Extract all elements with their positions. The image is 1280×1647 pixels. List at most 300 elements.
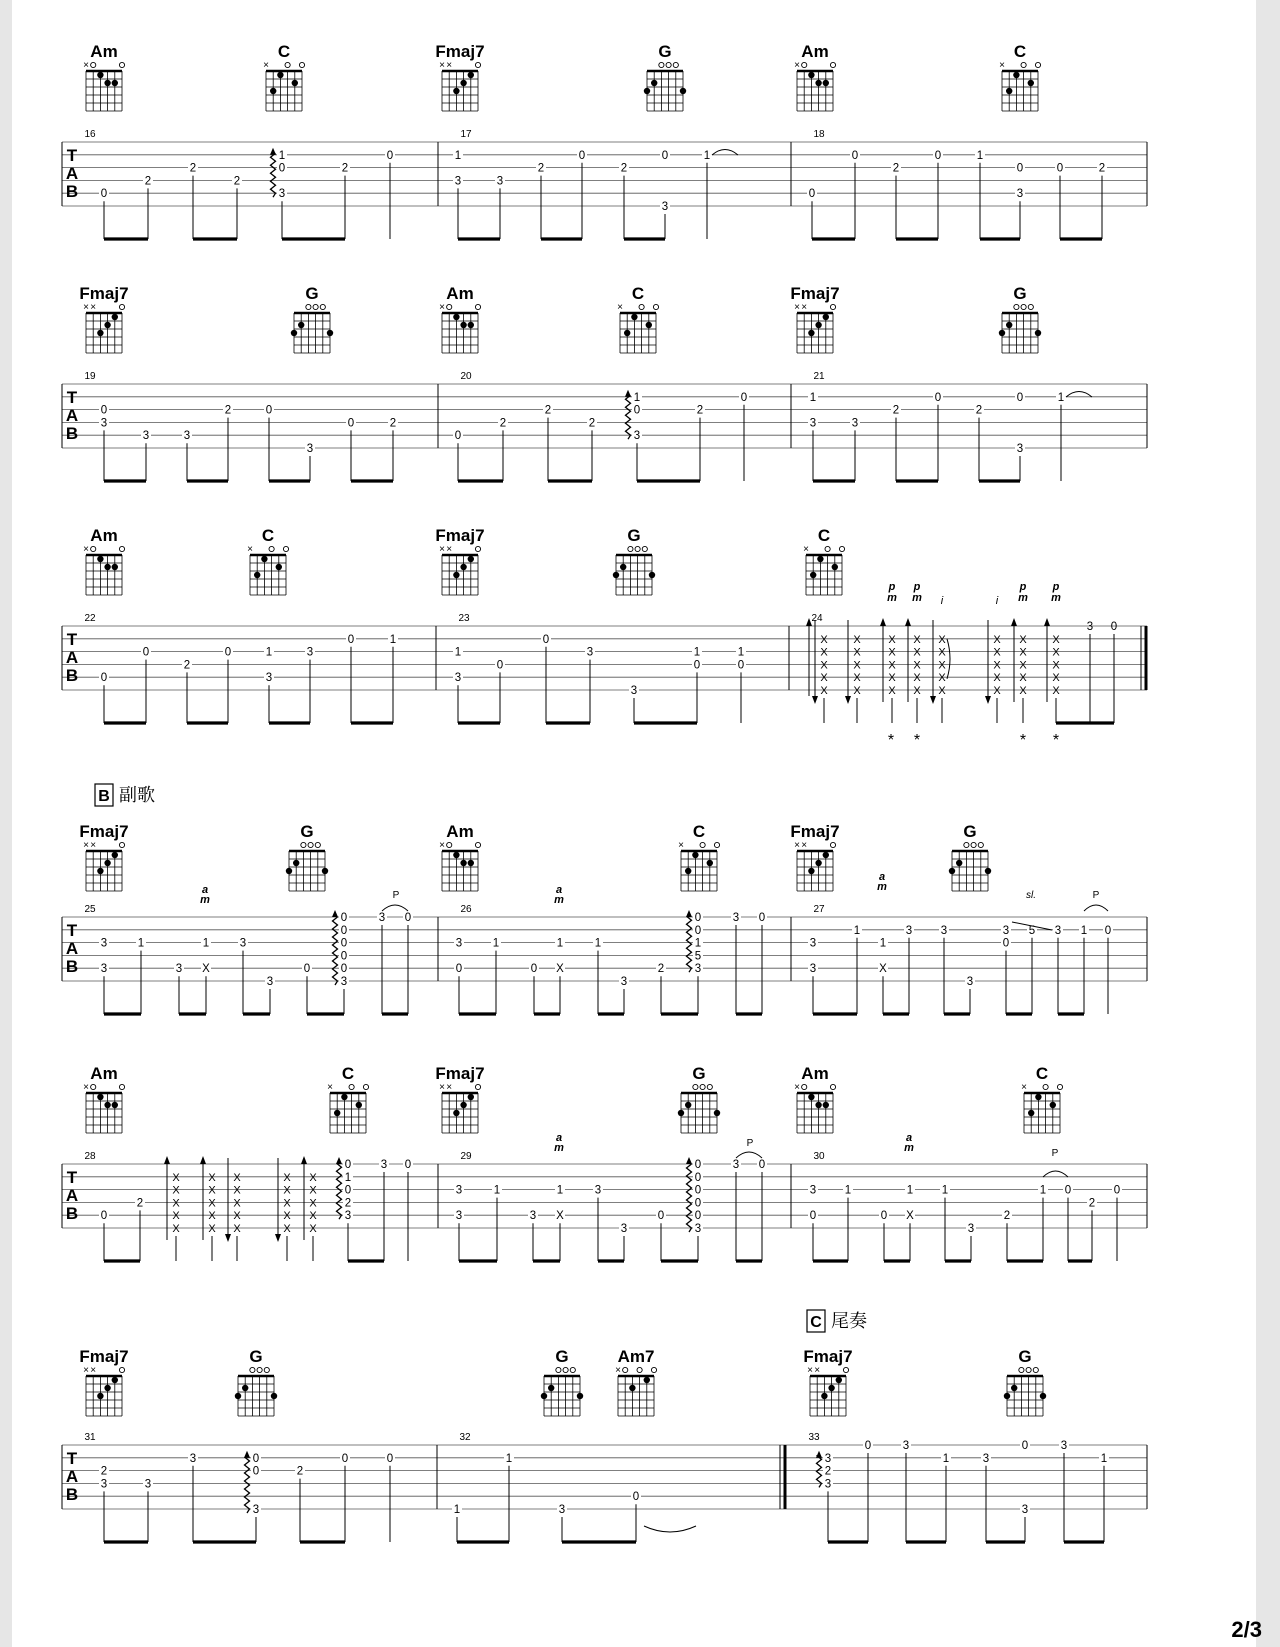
fret-number: 1 (844, 1184, 852, 1197)
dead-note-x: X (1019, 685, 1027, 697)
fret-number: 2 (537, 162, 545, 175)
dead-note-x: X (888, 672, 896, 685)
tie-curve (1066, 392, 1092, 398)
tie-curve (644, 1526, 696, 1532)
chord-open-mark (639, 304, 644, 309)
fret-number: 3 (496, 175, 504, 188)
fret-number: 2 (975, 404, 983, 417)
fret-number: 3 (694, 1223, 702, 1235)
fret-number: 0 (851, 149, 859, 162)
pulloff-mark: P (1092, 890, 1100, 901)
chord-diagram (797, 62, 836, 111)
slur-curve (736, 1152, 762, 1158)
chord-name: C (277, 42, 291, 61)
chord-finger-dot (613, 572, 619, 578)
fret-number: 1 (737, 646, 745, 659)
arpeggio-squiggle (271, 153, 276, 197)
chord-open-mark (978, 842, 983, 847)
fret-number: 1 (809, 391, 817, 404)
arpeggio-arrow (625, 390, 631, 397)
dead-note-x: X (208, 1171, 216, 1184)
slur-curve (382, 905, 408, 911)
chord-diagram (681, 842, 720, 891)
fret-number: 2 (341, 162, 349, 175)
fret-number: 0 (880, 1210, 888, 1223)
fret-number: 1 (594, 937, 602, 950)
chord-mute-mark: × (439, 544, 445, 555)
chord-mute-mark: × (90, 302, 97, 313)
dead-note-x: X (172, 1223, 180, 1235)
chord-finger-dot (334, 1110, 340, 1116)
fret-number: 0 (100, 1210, 108, 1223)
fret-number: 2 (100, 1465, 108, 1478)
fret-number: 1 (1080, 924, 1088, 937)
chord-finger-dot (453, 88, 459, 94)
fret-number: 0 (386, 149, 394, 162)
chord-open-mark (301, 842, 306, 847)
chord-finger-dot (577, 1393, 583, 1399)
chord-finger-dot (453, 852, 459, 858)
chord-finger-dot (631, 314, 637, 320)
chord-finger-dot (97, 868, 103, 874)
fret-number: 0 (1016, 391, 1024, 404)
chord-diagram (644, 62, 686, 111)
dead-note-x: X (208, 1197, 216, 1210)
chord-finger-dot (468, 860, 474, 866)
fret-number: 1 (633, 391, 641, 404)
fret-number: 3 (661, 201, 669, 213)
chord-finger-dot (276, 564, 282, 570)
chord-open-mark (91, 1084, 96, 1089)
fret-number: 0 (694, 1210, 702, 1223)
dead-note-x: X (853, 633, 861, 646)
chord-name: G (1013, 284, 1027, 303)
dead-note-x: X (938, 672, 946, 685)
dead-note-x: X (233, 1171, 241, 1184)
chord-open-mark (830, 842, 835, 847)
dead-note-x: X (820, 685, 828, 697)
chord-diagram (1002, 62, 1041, 111)
chord-open-mark (830, 1084, 835, 1089)
chord-open-mark (119, 842, 124, 847)
fret-number: 3 (851, 417, 859, 430)
chord-finger-dot (836, 1377, 842, 1383)
slur-curve (947, 639, 950, 679)
pluck-finger-mark: i (995, 595, 999, 607)
chord-open-mark (447, 304, 452, 309)
chord-name: G (692, 1064, 706, 1083)
chord-name: Am (446, 822, 474, 841)
tab-clef-letter: B (65, 666, 79, 685)
tab-clef-letter: A (65, 406, 79, 425)
arpeggio-squiggle (333, 917, 338, 985)
arpeggio-arrow (244, 1451, 250, 1458)
dead-note-x: X (208, 1223, 216, 1235)
chord-finger-dot (1006, 322, 1012, 328)
fret-number: 0 (1056, 162, 1064, 175)
fret-number: 0 (758, 912, 766, 924)
chord-finger-dot (548, 1385, 554, 1391)
chord-finger-dot (235, 1393, 241, 1399)
dead-note-x: X (309, 1197, 317, 1210)
chord-name: Am (90, 526, 118, 545)
section-label: 副歌 (119, 785, 155, 805)
measure-number: 23 (458, 613, 470, 624)
chord-finger-dot (1050, 1102, 1056, 1108)
arpeggio-arrow (686, 910, 692, 917)
chord-finger-dot (453, 1110, 459, 1116)
chord-open-mark (119, 62, 124, 67)
fret-number: 0 (344, 1184, 352, 1197)
chord-finger-dot (104, 80, 110, 86)
chord-mute-mark: × (83, 840, 89, 851)
dead-note-x: X (233, 1223, 241, 1235)
measure-number: 22 (84, 613, 96, 624)
fret-number: 3 (824, 1478, 832, 1491)
fret-number: 0 (1104, 924, 1112, 937)
dead-note-x: X (1019, 672, 1027, 685)
chord-finger-dot (832, 564, 838, 570)
chord-mute-mark: × (794, 840, 800, 851)
chord-name: Am (801, 1064, 829, 1083)
pluck-finger-mark: p (913, 581, 921, 593)
chord-open-mark (315, 842, 320, 847)
chord-finger-dot (460, 1102, 466, 1108)
fret-number: 3 (252, 1504, 260, 1516)
chord-finger-dot (823, 314, 829, 320)
dead-note-x: X (309, 1210, 317, 1223)
fret-number: 1 (1039, 1184, 1047, 1197)
strum-arrow-down (812, 696, 818, 704)
dead-note-x: X (993, 633, 1001, 646)
pluck-finger-mark: m (200, 894, 210, 906)
chord-name: Fmaj7 (435, 42, 485, 61)
chord-open-mark (1043, 1084, 1048, 1089)
chord-mute-mark: × (615, 1365, 621, 1376)
page-number: 2/3 (1231, 1617, 1262, 1642)
fret-number: 3 (967, 1223, 975, 1235)
chord-diagram (999, 304, 1041, 353)
fret-number: 0 (303, 963, 311, 976)
fret-number: 0 (496, 659, 504, 672)
chord-open-mark (320, 304, 325, 309)
chord-mute-mark: × (794, 60, 800, 71)
fret-number: 0 (694, 1197, 702, 1210)
chord-open-mark (119, 1367, 124, 1372)
tab-clef-letter: A (65, 648, 79, 667)
chord-finger-dot (460, 860, 466, 866)
dead-note-x: X (820, 633, 828, 646)
tab-clef-letter: A (65, 164, 79, 183)
chord-name: Fmaj7 (79, 284, 129, 303)
fret-number: 3 (982, 1452, 990, 1465)
fret-number: 1 (493, 1184, 501, 1197)
fret-number: 0 (661, 149, 669, 162)
fret-number: 1 (389, 633, 397, 646)
chord-name: C (692, 822, 706, 841)
fret-number: 3 (265, 672, 273, 685)
dead-note-x: X (888, 646, 896, 659)
chord-finger-dot (293, 860, 299, 866)
fret-number: 5 (1028, 924, 1036, 937)
chord-open-mark (119, 304, 124, 309)
fret-number: 0 (344, 1159, 352, 1171)
chord-open-mark (642, 546, 647, 551)
chord-diagram (442, 304, 481, 353)
arpeggio-squiggle (817, 1455, 822, 1487)
fret-number: 3 (1002, 924, 1010, 937)
chord-finger-dot (644, 1377, 650, 1383)
chord-finger-dot (468, 556, 474, 562)
strum-arrow-down (985, 696, 991, 704)
dead-note-x: X (208, 1210, 216, 1223)
dead-note-x: X (888, 633, 896, 646)
fret-number: 0 (934, 391, 942, 404)
chord-open-mark (628, 546, 633, 551)
dead-note-x: X (309, 1184, 317, 1197)
fret-number: 1 (1100, 1452, 1108, 1465)
chord-finger-dot (298, 322, 304, 328)
chord-name: C (261, 526, 275, 545)
chord-finger-dot (468, 1094, 474, 1100)
dead-note-x: X (913, 633, 921, 646)
dead-note-x: X (853, 685, 861, 697)
fret-number: X (906, 1210, 914, 1223)
fret-number: 0 (864, 1440, 872, 1452)
chord-finger-dot (808, 72, 814, 78)
pluck-finger-mark: a (555, 884, 563, 896)
dead-note-x: X (853, 659, 861, 672)
chord-name: Am (801, 42, 829, 61)
fret-number: 3 (809, 963, 817, 976)
chord-open-mark (830, 62, 835, 67)
fret-number: 0 (142, 646, 150, 659)
fret-number: X (879, 963, 887, 976)
fret-number: 0 (737, 659, 745, 672)
fret-number: 0 (100, 188, 108, 201)
fret-number: 0 (100, 672, 108, 685)
measure-number: 28 (84, 1151, 96, 1162)
chord-mute-mark: × (807, 1365, 813, 1376)
chord-finger-dot (97, 72, 103, 78)
chord-finger-dot (104, 1102, 110, 1108)
chord-finger-dot (270, 88, 276, 94)
chord-name: Fmaj7 (435, 1064, 485, 1083)
chord-open-mark (653, 304, 658, 309)
chord-finger-dot (112, 314, 118, 320)
chord-open-mark (700, 1084, 705, 1089)
fret-number: 3 (340, 976, 348, 988)
fret-number: 3 (966, 976, 974, 988)
fret-number: 0 (542, 633, 550, 646)
fret-number: 3 (189, 1452, 197, 1465)
arpeggio-squiggle (687, 1164, 692, 1232)
fret-number: 3 (902, 1440, 910, 1452)
chord-finger-dot (685, 1102, 691, 1108)
chord-mute-mark: × (446, 60, 453, 71)
chord-finger-dot (815, 1102, 821, 1108)
fret-number: 3 (142, 430, 150, 443)
chord-finger-dot (1004, 1393, 1010, 1399)
chord-open-mark (1021, 62, 1026, 67)
dead-note-x: X (233, 1197, 241, 1210)
strum-arrow-up (301, 1156, 307, 1164)
fret-number: 3 (455, 1210, 463, 1223)
fret-number: 0 (632, 1491, 640, 1504)
fret-number: 0 (934, 149, 942, 162)
chord-finger-dot (1035, 1094, 1041, 1100)
fret-number: 2 (544, 404, 552, 417)
dead-note-x: X (820, 659, 828, 672)
chord-name: Am7 (617, 1347, 655, 1366)
dead-note-x: X (1052, 685, 1060, 697)
dead-note-x: X (283, 1223, 291, 1235)
chord-finger-dot (1040, 1393, 1046, 1399)
section-label: 尾奏 (831, 1311, 867, 1331)
fret-number: 1 (278, 149, 286, 162)
chord-mute-mark: × (794, 302, 800, 313)
fret-number: 0 (340, 937, 348, 950)
chord-mute-mark: × (999, 60, 1005, 71)
fret-number: 2 (224, 404, 232, 417)
chord-open-mark (475, 842, 480, 847)
strum-arrow-down (275, 1234, 281, 1242)
chord-open-mark (830, 304, 835, 309)
chord-finger-dot (815, 322, 821, 328)
arpeggio-squiggle (626, 395, 631, 439)
dead-note-x: X (938, 659, 946, 672)
chord-diagram (1004, 1367, 1046, 1416)
fret-number: 0 (347, 633, 355, 646)
pluck-finger-mark: m (1051, 592, 1061, 604)
chord-finger-dot (815, 860, 821, 866)
pluck-finger-mark: m (554, 1142, 564, 1154)
pulloff-mark: P (746, 1138, 754, 1149)
measure-number: 25 (84, 904, 96, 915)
chord-name: Fmaj7 (790, 284, 840, 303)
fret-number: 0 (694, 1159, 702, 1171)
chord-finger-dot (286, 868, 292, 874)
fret-number: 0 (808, 188, 816, 201)
chord-finger-dot (322, 868, 328, 874)
fret-number: 2 (344, 1197, 352, 1210)
fret-number: 1 (556, 937, 564, 950)
chord-mute-mark: × (90, 840, 97, 851)
chord-diagram (620, 304, 659, 353)
chord-finger-dot (460, 322, 466, 328)
arpeggio-arrow (270, 148, 276, 155)
chord-finger-dot (620, 564, 626, 570)
chord-mute-mark: × (801, 302, 808, 313)
fret-number: 0 (347, 417, 355, 430)
chord-finger-dot (541, 1393, 547, 1399)
chord-finger-dot (685, 868, 691, 874)
chord-open-mark (659, 62, 664, 67)
fret-number: 0 (694, 912, 702, 924)
chord-finger-dot (277, 72, 283, 78)
dead-note-x: X (309, 1171, 317, 1184)
fret-number: 2 (620, 162, 628, 175)
strum-arrow-up (1044, 618, 1050, 626)
fret-number: 0 (340, 912, 348, 924)
chord-finger-dot (808, 868, 814, 874)
chord-finger-dot (1028, 80, 1034, 86)
fret-number: 3 (809, 417, 817, 430)
chord-name: Fmaj7 (79, 1347, 129, 1366)
chord-open-mark (1028, 304, 1033, 309)
chord-diagram (250, 546, 289, 595)
chord-finger-dot (1011, 1385, 1017, 1391)
fret-number: 3 (732, 912, 740, 924)
fret-number: 0 (265, 404, 273, 417)
chord-finger-dot (1035, 330, 1041, 336)
fret-number: 3 (694, 963, 702, 976)
chord-diagram (86, 546, 125, 595)
chord-open-mark (475, 1084, 480, 1089)
measure-number: 20 (460, 371, 472, 382)
chord-finger-dot (949, 868, 955, 874)
fret-number: 2 (389, 417, 397, 430)
fret-number: 0 (657, 1210, 665, 1223)
dead-note-x: X (913, 685, 921, 697)
chord-open-mark (563, 1367, 568, 1372)
chord-mute-mark: × (83, 60, 89, 71)
fret-number: 0 (809, 1210, 817, 1223)
pluck-finger-mark: m (877, 881, 887, 893)
fret-number: 3 (455, 937, 463, 950)
pluck-finger-mark: a (201, 884, 209, 896)
fret-number: 3 (378, 912, 386, 924)
fret-number: 2 (189, 162, 197, 175)
fret-number: 0 (1002, 937, 1010, 950)
chord-finger-dot (112, 80, 118, 86)
chord-open-mark (707, 1084, 712, 1089)
fret-number: 3 (1016, 443, 1024, 455)
chord-open-mark (570, 1367, 575, 1372)
chord-finger-dot (112, 1102, 118, 1108)
tab-clef-letter: T (66, 146, 78, 165)
chord-finger-dot (460, 564, 466, 570)
fret-number: 3 (380, 1159, 388, 1171)
chord-mute-mark: × (1021, 1082, 1027, 1093)
chord-mute-mark: × (327, 1082, 333, 1093)
chord-diagram (330, 1084, 369, 1133)
fret-number: 3 (175, 963, 183, 976)
fret-number: 3 (594, 1184, 602, 1197)
fret-number: 0 (454, 430, 462, 443)
fret-number: 0 (693, 659, 701, 672)
fret-number: 2 (233, 175, 241, 188)
measure-number: 17 (460, 129, 472, 140)
fret-number: 0 (340, 950, 348, 963)
fret-number: 0 (455, 963, 463, 976)
fret-number: 1 (703, 149, 711, 162)
dead-note-x: X (309, 1223, 317, 1235)
chord-mute-mark: × (678, 840, 684, 851)
dead-note-x: X (283, 1184, 291, 1197)
chord-finger-dot (356, 1102, 362, 1108)
chord-mute-mark: × (83, 544, 89, 555)
dead-note-x: X (913, 659, 921, 672)
dead-note-x: X (172, 1171, 180, 1184)
chord-finger-dot (261, 556, 267, 562)
chord-mute-mark: × (814, 1365, 821, 1376)
section-letter: C (810, 1314, 822, 1331)
arpeggio-arrow (336, 1157, 342, 1164)
fret-number: 0 (1113, 1184, 1121, 1197)
chord-open-mark (825, 546, 830, 551)
chord-diagram (806, 546, 845, 595)
